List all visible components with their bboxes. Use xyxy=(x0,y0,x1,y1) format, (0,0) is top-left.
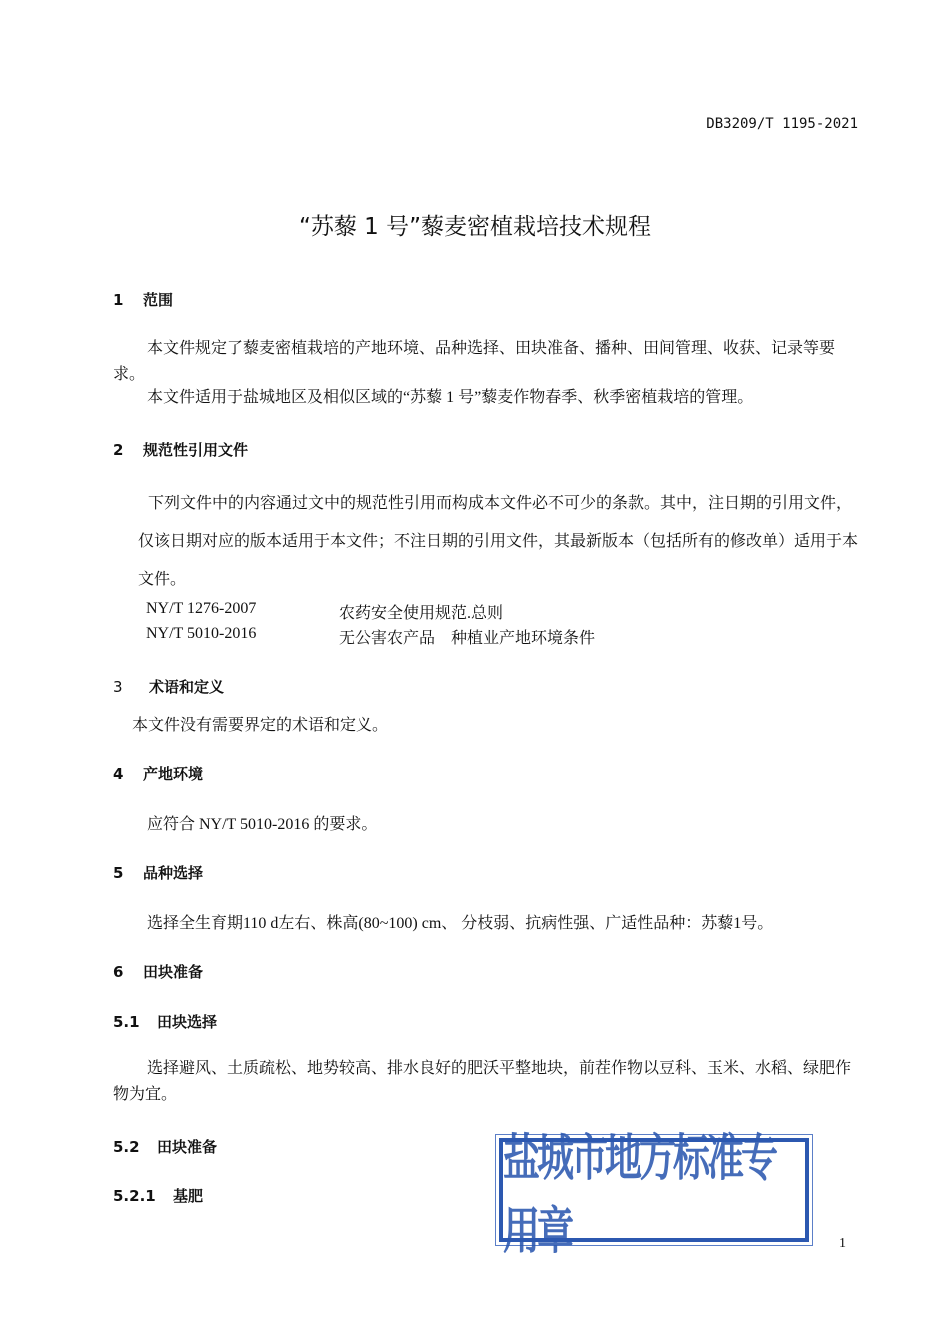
document-title: “苏藜 1 号”藜麦密植栽培技术规程 xyxy=(298,214,652,240)
reference-name: 无公害农产品 种植业产地环境条件 xyxy=(339,630,596,647)
official-stamp xyxy=(499,1129,809,1261)
reference-code: NY/T 5010-2016 xyxy=(146,625,257,642)
section-title: 田块准备 xyxy=(157,1138,218,1156)
section-number: 6 xyxy=(113,963,124,981)
section-number: 5.2 xyxy=(113,1138,140,1156)
section-number: 1 xyxy=(113,291,124,309)
subsection-5-1-heading xyxy=(113,1011,217,1032)
section-2-heading xyxy=(113,439,248,460)
section-4-heading xyxy=(113,763,203,784)
section-title: 基肥 xyxy=(173,1187,204,1205)
section-title: 田块选择 xyxy=(157,1013,218,1031)
section-1-heading xyxy=(113,289,173,310)
reference-name: 农药安全使用规范.总则 xyxy=(339,605,504,622)
section-6-heading xyxy=(113,961,203,982)
section-title: 术语和定义 xyxy=(149,678,225,696)
document-code: DB3209/T 1195-2021 xyxy=(706,116,858,132)
subsection-5-2-1-heading xyxy=(113,1185,203,1206)
paragraph: 本文件没有需要界定的术语和定义。 xyxy=(132,717,389,734)
section-title: 范围 xyxy=(143,291,174,309)
paragraph: 选择全生育期110 d左右、株高(80~100) cm、 分枝弱、抗病性强、广适性品种：苏藜1号。 xyxy=(147,915,774,932)
section-number: 5.2.1 xyxy=(113,1187,156,1205)
section-title: 规范性引用文件 xyxy=(143,441,249,459)
section-title: 田块准备 xyxy=(143,963,204,981)
section-number: 3 xyxy=(113,678,123,696)
paragraph: 选择避风、土质疏松、地势较高、排水良好的肥沃平整地块，前茬作物以豆科、玉米、水稻、绿肥作物为宜。 xyxy=(113,1060,852,1103)
stamp-text: 盐城市地方标准专用章 xyxy=(503,1129,775,1261)
section-title: 品种选择 xyxy=(143,864,204,882)
section-title: 产地环境 xyxy=(143,765,204,783)
page-number: 1 xyxy=(839,1236,846,1251)
section-number: 4 xyxy=(113,765,124,783)
section-number: 5 xyxy=(113,864,124,882)
paragraph: 应符合 NY/T 5010-2016 的要求。 xyxy=(147,816,378,833)
paragraph: 本文件适用于盐城地区及相似区域的“苏藜 1 号”藜麦作物春季、秋季密植栽培的管理。 xyxy=(147,389,754,406)
section-number: 2 xyxy=(113,441,124,459)
section-3-heading xyxy=(113,676,224,697)
paragraph: 本文件规定了藜麦密植栽培的产地环境、品种选择、田块准备、播种、田间管理、收获、记录等要求。 xyxy=(113,340,836,383)
section-5-heading xyxy=(113,862,203,883)
reference-code: NY/T 1276-2007 xyxy=(146,600,257,617)
subsection-5-2-heading xyxy=(113,1136,217,1157)
section-number: 5.1 xyxy=(113,1013,140,1031)
paragraph: 下列文件中的内容通过文中的规范性引用而构成本文件必不可少的条款。其中，注日期的引用文件，仅该日期对应的版本适用于本文件；不注日期的引用文件，其最新版本（包括所有的修改单）适用于本文件。 xyxy=(138,495,859,588)
